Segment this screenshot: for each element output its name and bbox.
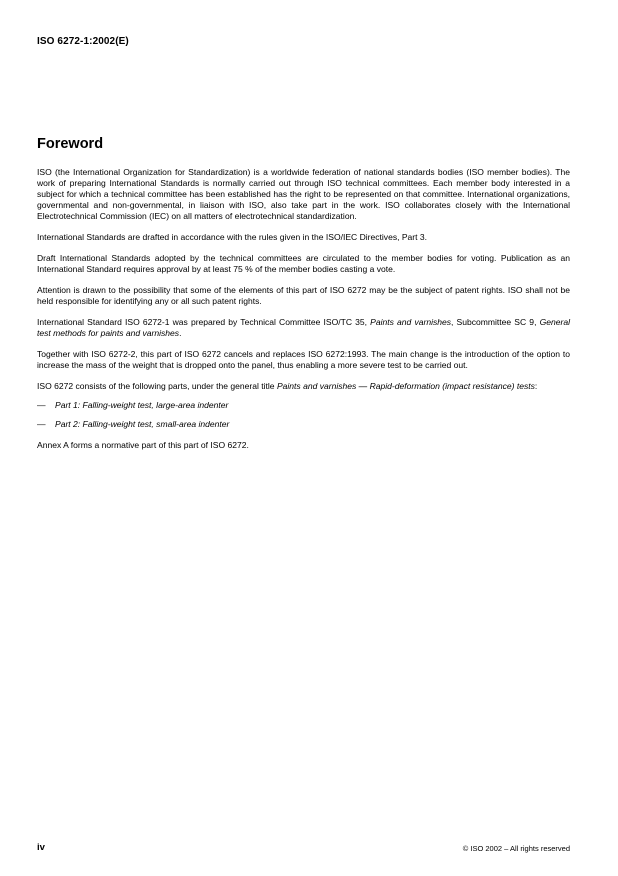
paragraph-annex: Annex A forms a normative part of this part of ISO 6272. <box>37 440 249 450</box>
list-dash: — <box>37 419 46 429</box>
subcommittee-text: , Subcommittee SC 9, <box>451 317 540 327</box>
paragraph-prepared-by <box>37 317 570 339</box>
part-2-title: Part 2: Falling-weight test, small-area indenter <box>55 419 230 429</box>
parts-intro-text: ISO 6272 consists of the following parts, under the general title <box>37 381 277 391</box>
paragraph-patent-rights: Attention is drawn to the possibility that some of the elements of this part of ISO 6272 may be the subject of patent rights. ISO shall not be held responsible for identifying any or all such patent rights. <box>37 285 570 306</box>
list-item <box>37 400 570 411</box>
parts-intro-colon: : <box>534 381 538 391</box>
part-1-title: Part 1: Falling-weight test, large-area indenter <box>55 400 229 410</box>
paragraph-voting: Draft International Standards adopted by the technical committees are circulated to the member bodies for voting. Publication as an International Standard requires approval by at least 75 % of the member bodies casting a vote. <box>37 253 570 274</box>
foreword-body <box>37 167 570 461</box>
paragraph-replaces: Together with ISO 6272-2, this part of ISO 6272 cancels and replaces ISO 6272:1993. The main change is the introduction of the option to increase the mass of the weight that is dropped onto the panel, thus enabling a more severe test to be carried out. <box>37 349 570 370</box>
copyright-notice: © ISO 2002 – All rights reserved <box>462 844 570 853</box>
paragraph-parts-intro <box>37 381 570 392</box>
general-title: Paints and varnishes — Rapid-deformation (impact resistance) tests <box>276 381 535 391</box>
subcommittee-title: General test methods for paints and varnishes <box>37 317 570 338</box>
document-id: ISO 6272-1:2002(E) <box>37 36 129 47</box>
page-number: iv <box>37 842 45 853</box>
prepared-by-end: . <box>179 328 182 338</box>
list-dash: — <box>37 400 46 410</box>
paragraph-iso-federation: ISO (the International Organization for Standardization) is a worldwide federation of national standards bodies (ISO member bodies). The work of preparing International Standards is normally carried out through ISO technical committees. Each member body interested in a subject for which a technical committee has been established has the right to be represented on that committee. International organizations, governmental and non-governmental, in liaison with ISO, also take part in the work. ISO collaborates closely with the International Electrotechnical Commission (IEC) on all matters of electrotechnical standardization. <box>37 167 570 221</box>
committee-title: Paints and varnishes <box>370 317 452 327</box>
paragraph-directives: International Standards are drafted in accordance with the rules given in the ISO/IEC Directives, Part 3. <box>37 232 428 242</box>
prepared-by-text: International Standard ISO 6272-1 was prepared by Technical Committee ISO/TC 35, <box>37 317 371 327</box>
list-item <box>37 419 570 430</box>
page-title: Foreword <box>37 136 104 152</box>
